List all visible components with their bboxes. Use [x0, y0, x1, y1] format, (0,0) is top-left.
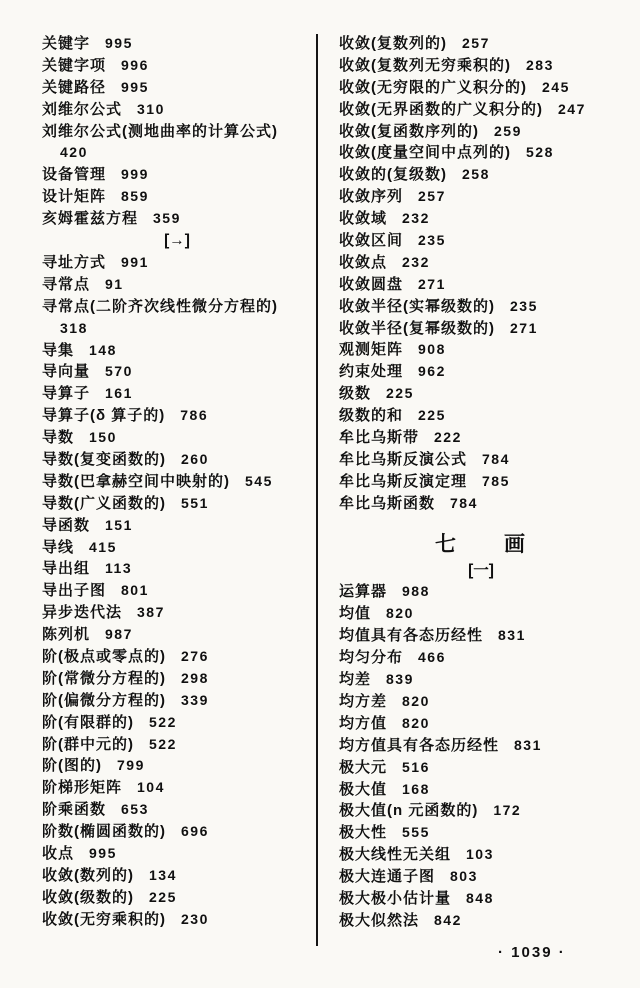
entry-page-number: 235 — [418, 232, 446, 249]
entry-term: 设备管理 — [42, 166, 107, 184]
entry-page-number: 359 — [153, 210, 181, 227]
index-entry — [42, 252, 312, 274]
index-entry — [339, 735, 623, 757]
index-entry — [339, 888, 623, 910]
index-entry-wrapped — [42, 296, 312, 340]
entry-term: 阶(有限群的) — [42, 713, 134, 731]
entry-term: 均差 — [339, 671, 372, 689]
entry-term: 导出组 — [42, 560, 91, 578]
index-entry — [339, 669, 623, 691]
entry-page-number: 908 — [418, 341, 446, 358]
entry-term: 刘维尔公式(测地曲率的计算公式) — [42, 122, 278, 140]
index-entry — [339, 800, 623, 822]
entry-term: 导数 — [42, 429, 75, 447]
entry-page-number: 988 — [402, 583, 430, 600]
entry-page-number: 172 — [493, 802, 522, 819]
entry-term: 关键字 — [42, 35, 91, 52]
index-entry — [42, 646, 312, 668]
entry-term: 均方值 — [339, 714, 388, 732]
entry-page-number: 987 — [105, 626, 133, 643]
entry-term: 收敛(复数列的) — [339, 35, 447, 52]
entry-page-number: 996 — [121, 56, 149, 73]
index-entry — [42, 164, 312, 186]
entry-page-number: 247 — [558, 100, 586, 117]
entry-page-number: 820 — [386, 605, 414, 622]
index-entry — [42, 799, 312, 821]
index-entry — [42, 274, 312, 296]
index-entry — [42, 668, 312, 690]
entry-page-number: 260 — [181, 450, 209, 467]
entry-page-number: 516 — [402, 758, 430, 775]
entry-page-number: 801 — [121, 582, 149, 599]
entry-page-number: 785 — [482, 472, 510, 489]
entry-page-number: 298 — [181, 669, 209, 686]
index-entry — [42, 602, 312, 624]
entry-page-number: 257 — [418, 188, 446, 205]
index-entry — [339, 713, 623, 735]
index-entry — [339, 274, 623, 296]
index-entry — [339, 252, 623, 274]
entry-page-number: 104 — [137, 779, 165, 796]
entry-term: 阶(群中元的) — [42, 735, 134, 753]
entry-page-number: 134 — [149, 866, 177, 883]
entry-page-number: 271 — [510, 319, 538, 336]
entry-page-number: 848 — [466, 889, 494, 906]
entry-term: 极大性 — [339, 824, 388, 842]
index-entry — [339, 121, 623, 143]
entry-term: 阶数(椭圆函数的) — [42, 823, 166, 841]
entry-page-number: 570 — [105, 363, 133, 380]
entry-term: 导出子图 — [42, 582, 107, 600]
index-column-left — [42, 33, 312, 931]
entry-term: 寻常点 — [42, 275, 91, 293]
entry-term: 均匀分布 — [339, 649, 404, 667]
entry-page-number: 258 — [462, 166, 490, 183]
column-divider-line — [316, 34, 318, 946]
entry-term: 导数(巴拿赫空间中映射的) — [42, 472, 230, 490]
entry-term: 收敛域 — [339, 210, 388, 228]
entry-term: 收敛(无穷限的广义积分的) — [339, 78, 527, 96]
index-entry — [42, 843, 312, 865]
index-entry — [339, 625, 623, 647]
entry-page-number: 999 — [121, 166, 149, 183]
entry-term: 收敛半径(复幂级数的) — [339, 319, 495, 337]
index-entry — [339, 33, 623, 55]
index-entry — [42, 471, 312, 493]
index-entry — [42, 887, 312, 909]
entry-term: 收敛(复函数序列的) — [339, 122, 479, 140]
entry-page-number: 151 — [105, 516, 133, 533]
entry-term: 导算子(δ 算子的) — [42, 407, 166, 425]
stroke-count-section-header: 七 画 — [435, 532, 527, 556]
entry-page-number: 339 — [181, 691, 209, 708]
entry-page-number: 784 — [450, 494, 478, 511]
entry-page-number: 995 — [105, 35, 133, 51]
stroke-group-header: [→] — [164, 232, 190, 250]
entry-term: 关键路径 — [42, 78, 107, 96]
entry-term: 阶(常微分方程的) — [42, 669, 166, 687]
index-entry — [42, 383, 312, 405]
entry-page-number: 232 — [402, 210, 430, 227]
entry-term: 导算子 — [42, 385, 91, 403]
entry-term: 关键字项 — [42, 56, 107, 74]
entry-term: 寻常点(二阶齐次线性微分方程的) — [42, 297, 278, 315]
index-entry — [339, 493, 623, 515]
entry-page-number: 820 — [402, 692, 430, 709]
index-entry — [42, 777, 312, 799]
entry-page-number: 991 — [121, 253, 149, 270]
entry-page-number: 310 — [137, 100, 165, 117]
entry-term: 极大值(n 元函数的) — [339, 802, 479, 820]
stroke-group-header: [一] — [468, 561, 494, 579]
entry-term: 收敛圆盘 — [339, 275, 404, 293]
index-entry — [42, 186, 312, 208]
entry-term: 收敛的(复级数) — [339, 166, 447, 184]
entry-term: 设计矩阵 — [42, 188, 107, 206]
index-entry — [42, 821, 312, 843]
index-entry — [42, 690, 312, 712]
entry-page-number: 786 — [180, 407, 209, 424]
index-entry — [339, 318, 623, 340]
entry-term: 收敛(无穷乘积的) — [42, 910, 166, 928]
index-entry — [42, 449, 312, 471]
index-entry — [339, 383, 623, 405]
entry-page-number: 831 — [514, 736, 542, 753]
entry-term: 牟比乌斯反演公式 — [339, 450, 468, 468]
entry-page-number: 91 — [105, 275, 124, 292]
entry-term: 均值 — [339, 605, 372, 623]
entry-term: 级数的和 — [339, 407, 404, 425]
entry-term: 导数(广义函数的) — [42, 494, 166, 512]
index-entry — [42, 580, 312, 602]
entry-term: 收敛点 — [339, 253, 388, 271]
index-entry — [42, 493, 312, 515]
index-entry — [42, 515, 312, 537]
index-entry — [339, 449, 623, 471]
entry-page-number: 995 — [121, 78, 149, 95]
entry-term: 级数 — [339, 385, 372, 403]
index-entry — [339, 164, 623, 186]
entry-term: 导向量 — [42, 363, 91, 381]
index-entry — [42, 33, 312, 55]
entry-page-number: 803 — [450, 868, 478, 885]
entry-page-number: 839 — [386, 671, 414, 688]
index-entry — [339, 296, 623, 318]
entry-page-number: 271 — [418, 275, 446, 292]
entry-page-number: 150 — [89, 429, 117, 446]
entry-term: 收敛半径(实幂级数的) — [339, 297, 495, 315]
index-entry — [42, 712, 312, 734]
entry-term: 导函数 — [42, 516, 91, 534]
entry-page-number: 522 — [149, 735, 177, 752]
index-entry — [339, 471, 623, 493]
index-entry — [339, 647, 623, 669]
index-entry — [42, 340, 312, 362]
index-entry — [42, 77, 312, 99]
entry-page-number: 995 — [89, 844, 117, 861]
index-entry — [339, 866, 623, 888]
entry-term: 牟比乌斯反演定理 — [339, 472, 468, 490]
entry-term: 极大极小估计量 — [339, 889, 452, 907]
entry-term: 牟比乌斯带 — [339, 429, 420, 447]
index-entry — [339, 779, 623, 801]
entry-page-number: 276 — [181, 647, 209, 664]
index-entry — [42, 558, 312, 580]
entry-page-number: 420 — [60, 144, 88, 161]
index-entry — [339, 844, 623, 866]
entry-term: 牟比乌斯函数 — [339, 494, 436, 512]
entry-page-number: 225 — [386, 385, 414, 402]
entry-page-number: 784 — [482, 450, 510, 467]
entry-page-number: 831 — [498, 627, 526, 644]
entry-term: 收敛(无界函数的广义积分的) — [339, 100, 543, 118]
entry-term: 收敛序列 — [339, 188, 404, 206]
entry-term: 导数(复变函数的) — [42, 450, 166, 468]
entry-page-number: 148 — [89, 341, 117, 358]
entry-term: 异步迭代法 — [42, 604, 123, 622]
index-entry — [42, 755, 312, 777]
entry-page-number: 232 — [402, 253, 430, 270]
index-entry — [42, 427, 312, 449]
entry-page-number: 225 — [418, 407, 446, 424]
index-entry — [339, 691, 623, 713]
entry-term: 收敛(复数列无穷乘积的) — [339, 56, 511, 74]
entry-term: 陈列机 — [42, 626, 91, 644]
entry-page-number: 283 — [526, 56, 554, 73]
index-entry — [339, 99, 623, 121]
entry-term: 阶乘函数 — [42, 801, 107, 819]
entry-page-number: 799 — [117, 757, 145, 774]
entry-page-number: 415 — [89, 538, 117, 555]
entry-term: 极大连通子图 — [339, 868, 436, 886]
entry-page-number: 545 — [245, 472, 273, 489]
entry-term: 收敛(度量空间中点列的) — [339, 144, 511, 162]
entry-page-number: 161 — [105, 385, 133, 402]
index-entry — [339, 142, 623, 164]
entry-term: 寻址方式 — [42, 253, 107, 271]
index-entry — [42, 734, 312, 756]
entry-page-number: 225 — [149, 888, 177, 905]
index-entry — [339, 910, 623, 932]
index-entry — [339, 581, 623, 603]
entry-term: 运算器 — [339, 583, 388, 601]
index-entry — [339, 339, 623, 361]
entry-page-number: 555 — [402, 824, 430, 841]
entry-term: 收敛(数列的) — [42, 866, 134, 884]
entry-page-number: 222 — [434, 429, 462, 446]
entry-page-number: 653 — [121, 801, 149, 818]
entry-page-number: 103 — [466, 846, 494, 863]
index-entry — [339, 77, 623, 99]
entry-page-number: 259 — [494, 122, 522, 139]
entry-term: 极大值 — [339, 780, 388, 798]
entry-page-number: 551 — [181, 494, 209, 511]
index-entry — [339, 757, 623, 779]
page-number: · 1039 · — [498, 944, 566, 961]
entry-page-number: 820 — [402, 714, 430, 731]
index-entry-wrapped — [42, 121, 312, 165]
index-entry — [339, 55, 623, 77]
index-entry — [339, 230, 623, 252]
entry-page-number: 522 — [149, 713, 177, 730]
index-column-right — [339, 33, 623, 932]
entry-term: 亥姆霍兹方程 — [42, 210, 139, 228]
entry-term: 约束处理 — [339, 363, 404, 381]
entry-term: 刘维尔公式 — [42, 100, 123, 118]
entry-page-number: 962 — [418, 363, 446, 380]
entry-term: 观测矩阵 — [339, 341, 404, 359]
index-entry — [42, 405, 312, 427]
entry-page-number: 387 — [137, 604, 165, 621]
index-entry — [339, 603, 623, 625]
index-entry — [42, 537, 312, 559]
entry-page-number: 466 — [418, 649, 446, 666]
index-entry — [42, 909, 312, 931]
entry-term: 极大似然法 — [339, 911, 420, 929]
entry-term: 阶(偏微分方程的) — [42, 691, 166, 709]
entry-page-number: 235 — [510, 297, 538, 314]
entry-page-number: 696 — [181, 823, 209, 840]
entry-term: 阶(极点或零点的) — [42, 647, 166, 665]
index-entry — [339, 186, 623, 208]
entry-term: 收点 — [42, 844, 75, 862]
entry-page-number: 528 — [526, 144, 554, 161]
entry-term: 均值具有各态历经性 — [339, 627, 484, 645]
entry-term: 阶(图的) — [42, 757, 102, 775]
index-entry — [339, 208, 623, 230]
entry-page-number: 859 — [121, 188, 149, 205]
entry-page-number: 168 — [402, 780, 430, 797]
entry-page-number: 842 — [434, 911, 462, 928]
index-entry — [339, 361, 623, 383]
entry-term: 阶梯形矩阵 — [42, 779, 123, 797]
entry-page-number: 318 — [60, 319, 88, 336]
entry-term: 导集 — [42, 341, 75, 359]
entry-term: 极大元 — [339, 758, 388, 776]
entry-page-number: 257 — [462, 35, 490, 51]
index-entry — [339, 822, 623, 844]
index-entry — [42, 208, 312, 230]
entry-term: 均方值具有各态历经性 — [339, 736, 500, 754]
index-entry — [42, 361, 312, 383]
entry-term: 收敛(级数的) — [42, 888, 134, 906]
entry-term: 收敛区间 — [339, 232, 404, 250]
entry-term: 均方差 — [339, 692, 388, 710]
index-entry — [42, 865, 312, 887]
index-entry — [339, 427, 623, 449]
entry-term: 导线 — [42, 538, 75, 556]
entry-page-number: 230 — [181, 910, 209, 927]
index-entry — [42, 55, 312, 77]
index-entry — [42, 99, 312, 121]
entry-page-number: 245 — [542, 78, 570, 95]
entry-page-number: 113 — [105, 560, 133, 577]
index-entry — [42, 624, 312, 646]
entry-term: 极大线性无关组 — [339, 846, 452, 864]
index-entry — [339, 405, 623, 427]
